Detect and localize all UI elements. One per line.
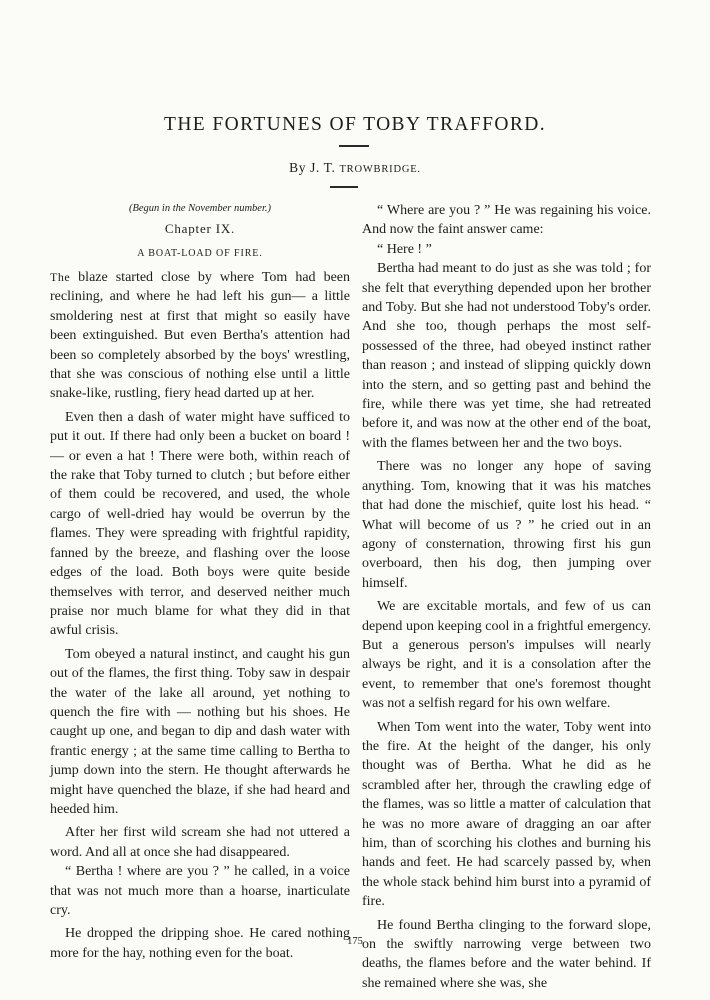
paragraph: “ Bertha ! where are you ? ” he called, in a voice that was not much more than a hoarse, inarticulate cry. — [50, 864, 350, 918]
paragraph: He dropped the dripping shoe. He cared nothing more for the hay, nothing even for the boat. — [50, 926, 350, 961]
paragraph — [50, 268, 350, 404]
paragraph: When Tom went into the water, Toby went into the fire. At the height of the danger, his only thought was of Bertha. What he did as he scrambled after her, through the crawling edge of the flames, was so little a matter of calculation that he was no more aware of dragging an oar after him, than of scorching his clothes and burning his hands and feet. He had scarcely passed by, when the whole stack behind him burst into a pyramid of fire. — [362, 719, 651, 910]
byline — [0, 160, 710, 176]
paragraph: Even then a dash of water might have sufficed to put it out. If there had only been a bucket on board ! — or even a hat ! There were both, within reach of the rake that Toby turned to clutch ; but before either of them could be recovered, and used, the whole cargo of well-dried hay would be overrun by the flames. They were spreading with frightful rapidity, fanned by the breeze, and flashing over the loose edges of the load. Both boys were quite beside themselves with terror, and deserved neither much praise nor much blame for what they did in that awful crisis. — [50, 409, 350, 639]
chapter-subtitle: A BOAT-LOAD OF FIRE. — [137, 248, 263, 259]
left-column — [50, 200, 350, 967]
paragraph: “ Here ! ” — [377, 241, 432, 257]
byline-rule — [330, 186, 358, 188]
paragraph: He found Bertha clinging to the forward slope, on the swiftly narrowing verge between two deaths, the flames before and the water behind. If she remained where she was, she — [362, 917, 651, 991]
paragraph-text: blaze started close by where Tom had been reclining, and where he had left his gun— a little smoldering nest at first that might so easily have been extinguished. But even Bertha's attention had been so completely absorbed by the boys' wrestling, that she was conscious of nothing else until a little snake-like, rustling, fiery head darted up at her. — [50, 270, 350, 402]
byline-author: TROWBRIDGE. — [339, 164, 421, 175]
begun-note: (Begun in the November number.) — [128, 203, 271, 214]
paragraph: Tom obeyed a natural instinct, and caught his gun out of the flames, the first thing. Toby saw in despair the water of the lake all around, yet nothing to quench the fire with — nothing but his shoes. He caught up one, and began to dip and dash water with frantic energy ; at the same time calling to Bertha to jump down into the stern. He thought afterwards he might have quenched the blaze, if she had heard and heeded him. — [50, 646, 350, 817]
right-column — [362, 201, 651, 997]
paragraph: “ Where are you ? ” He was regaining his voice. And now the faint answer came: — [362, 203, 651, 238]
paragraph: After her first wild scream she had not uttered a word. And all at once she had disappeared. — [50, 825, 350, 860]
paragraph: We are excitable mortals, and few of us can depend upon keeping cool in a frightful emergency. But a generous person's impulses will nearly always be right, and it is a consolation after the event, to remember that one's foremost thought was not a selfish regard for his own welfare. — [362, 599, 651, 712]
page-number: 175 — [347, 936, 363, 947]
chapter-label: Chapter IX. — [164, 221, 236, 236]
paragraph: There was no longer any hope of saving anything. Tom, knowing that it was his matches that had done the mischief, quite lost his head. “ What will become of us ? ” he cried out in an agony of consternation, throwing first his gun overboard, then his dog, then jumping over himself. — [362, 459, 651, 591]
article-title: THE FORTUNES OF TOBY TRAFFORD. — [164, 114, 546, 135]
byline-prefix: By J. T. — [289, 160, 340, 175]
title-rule — [339, 145, 369, 147]
paragraph-lead: The — [50, 270, 71, 284]
paragraph: Bertha had meant to do just as she was told ; for she felt that everything depended upon her brother and Toby. But she had not understood Toby's order. And she too, though perhaps the most self-possessed of the three, had obeyed instinct rather than reason ; and instead of slipping quickly down into the stern, and so getting past and behind the fire, while there was yet time, she had retreated before it, and was now at the other end of the boat, with the flames between her and the two boys. — [362, 261, 651, 451]
